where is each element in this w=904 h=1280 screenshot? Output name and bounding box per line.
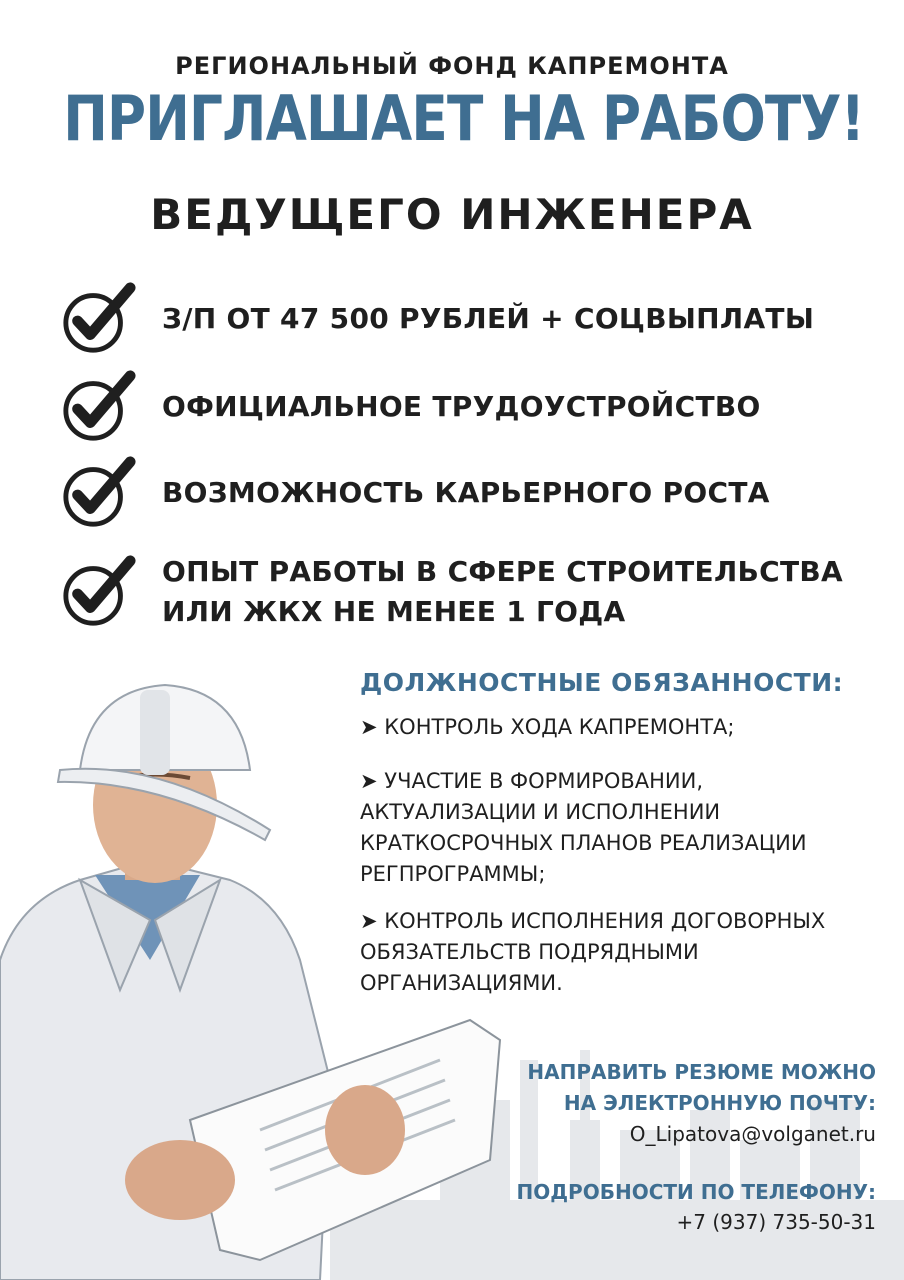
- duties-title: ДОЛЖНОСТНЫЕ ОБЯЗАННОСТИ:: [360, 668, 844, 697]
- perk-text: ОФИЦИАЛЬНОЕ ТРУДОУСТРОЙСТВО: [162, 390, 761, 423]
- email-label: НАПРАВИТЬ РЕЗЮМЕ МОЖНО НА ЭЛЕКТРОННУЮ ПОЧТУ:: [527, 1060, 876, 1115]
- perk-item-experience: [60, 552, 890, 632]
- perk-text: З/П ОТ 47 500 РУБЛЕЙ + СОЦВЫПЛАТЫ: [162, 302, 815, 335]
- duty-item: ➤ КОНТРОЛЬ ХОДА КАПРЕМОНТА;: [360, 715, 735, 739]
- check-circle-icon: [60, 454, 138, 532]
- check-circle-icon: [60, 280, 138, 358]
- duty-item: ➤ УЧАСТИЕ В ФОРМИРОВАНИИ, АКТУАЛИЗАЦИИ И ИСПОЛНЕНИИ КРАТКОСРОЧНЫХ ПЛАНОВ РЕАЛИЗАЦИИ РЕГПРОГРАММЫ;: [360, 769, 807, 886]
- perk-item-salary: [60, 280, 890, 358]
- email-link[interactable]: O_Lipatova@volganet.ru: [629, 1122, 876, 1146]
- check-circle-icon: [60, 553, 138, 631]
- vacancy-title: ВЕДУЩЕГО ИНЖЕНЕРА: [150, 190, 754, 239]
- organization-name: РЕГИОНАЛЬНЫЙ ФОНД КАПРЕМОНТА: [175, 52, 729, 80]
- duty-item: ➤ КОНТРОЛЬ ИСПОЛНЕНИЯ ДОГОВОРНЫХ ОБЯЗАТЕЛЬСТВ ПОДРЯДНЫМИ ОРГАНИЗАЦИЯМИ.: [360, 909, 826, 995]
- page-headline: ПРИГЛАШАЕТ НА РАБОТУ!: [63, 82, 865, 155]
- perk-item-employment: [60, 368, 890, 446]
- perk-text: ВОЗМОЖНОСТЬ КАРЬЕРНОГО РОСТА: [162, 476, 770, 509]
- phone-link[interactable]: +7 (937) 735-50-31: [676, 1210, 876, 1234]
- perk-item-career: [60, 454, 890, 532]
- check-circle-icon: [60, 368, 138, 446]
- perk-text: ОПЫТ РАБОТЫ В СФЕРЕ СТРОИТЕЛЬСТВА ИЛИ ЖКХ НЕ МЕНЕЕ 1 ГОДА: [162, 555, 844, 628]
- phone-label: ПОДРОБНОСТИ ПО ТЕЛЕФОНУ:: [516, 1180, 876, 1204]
